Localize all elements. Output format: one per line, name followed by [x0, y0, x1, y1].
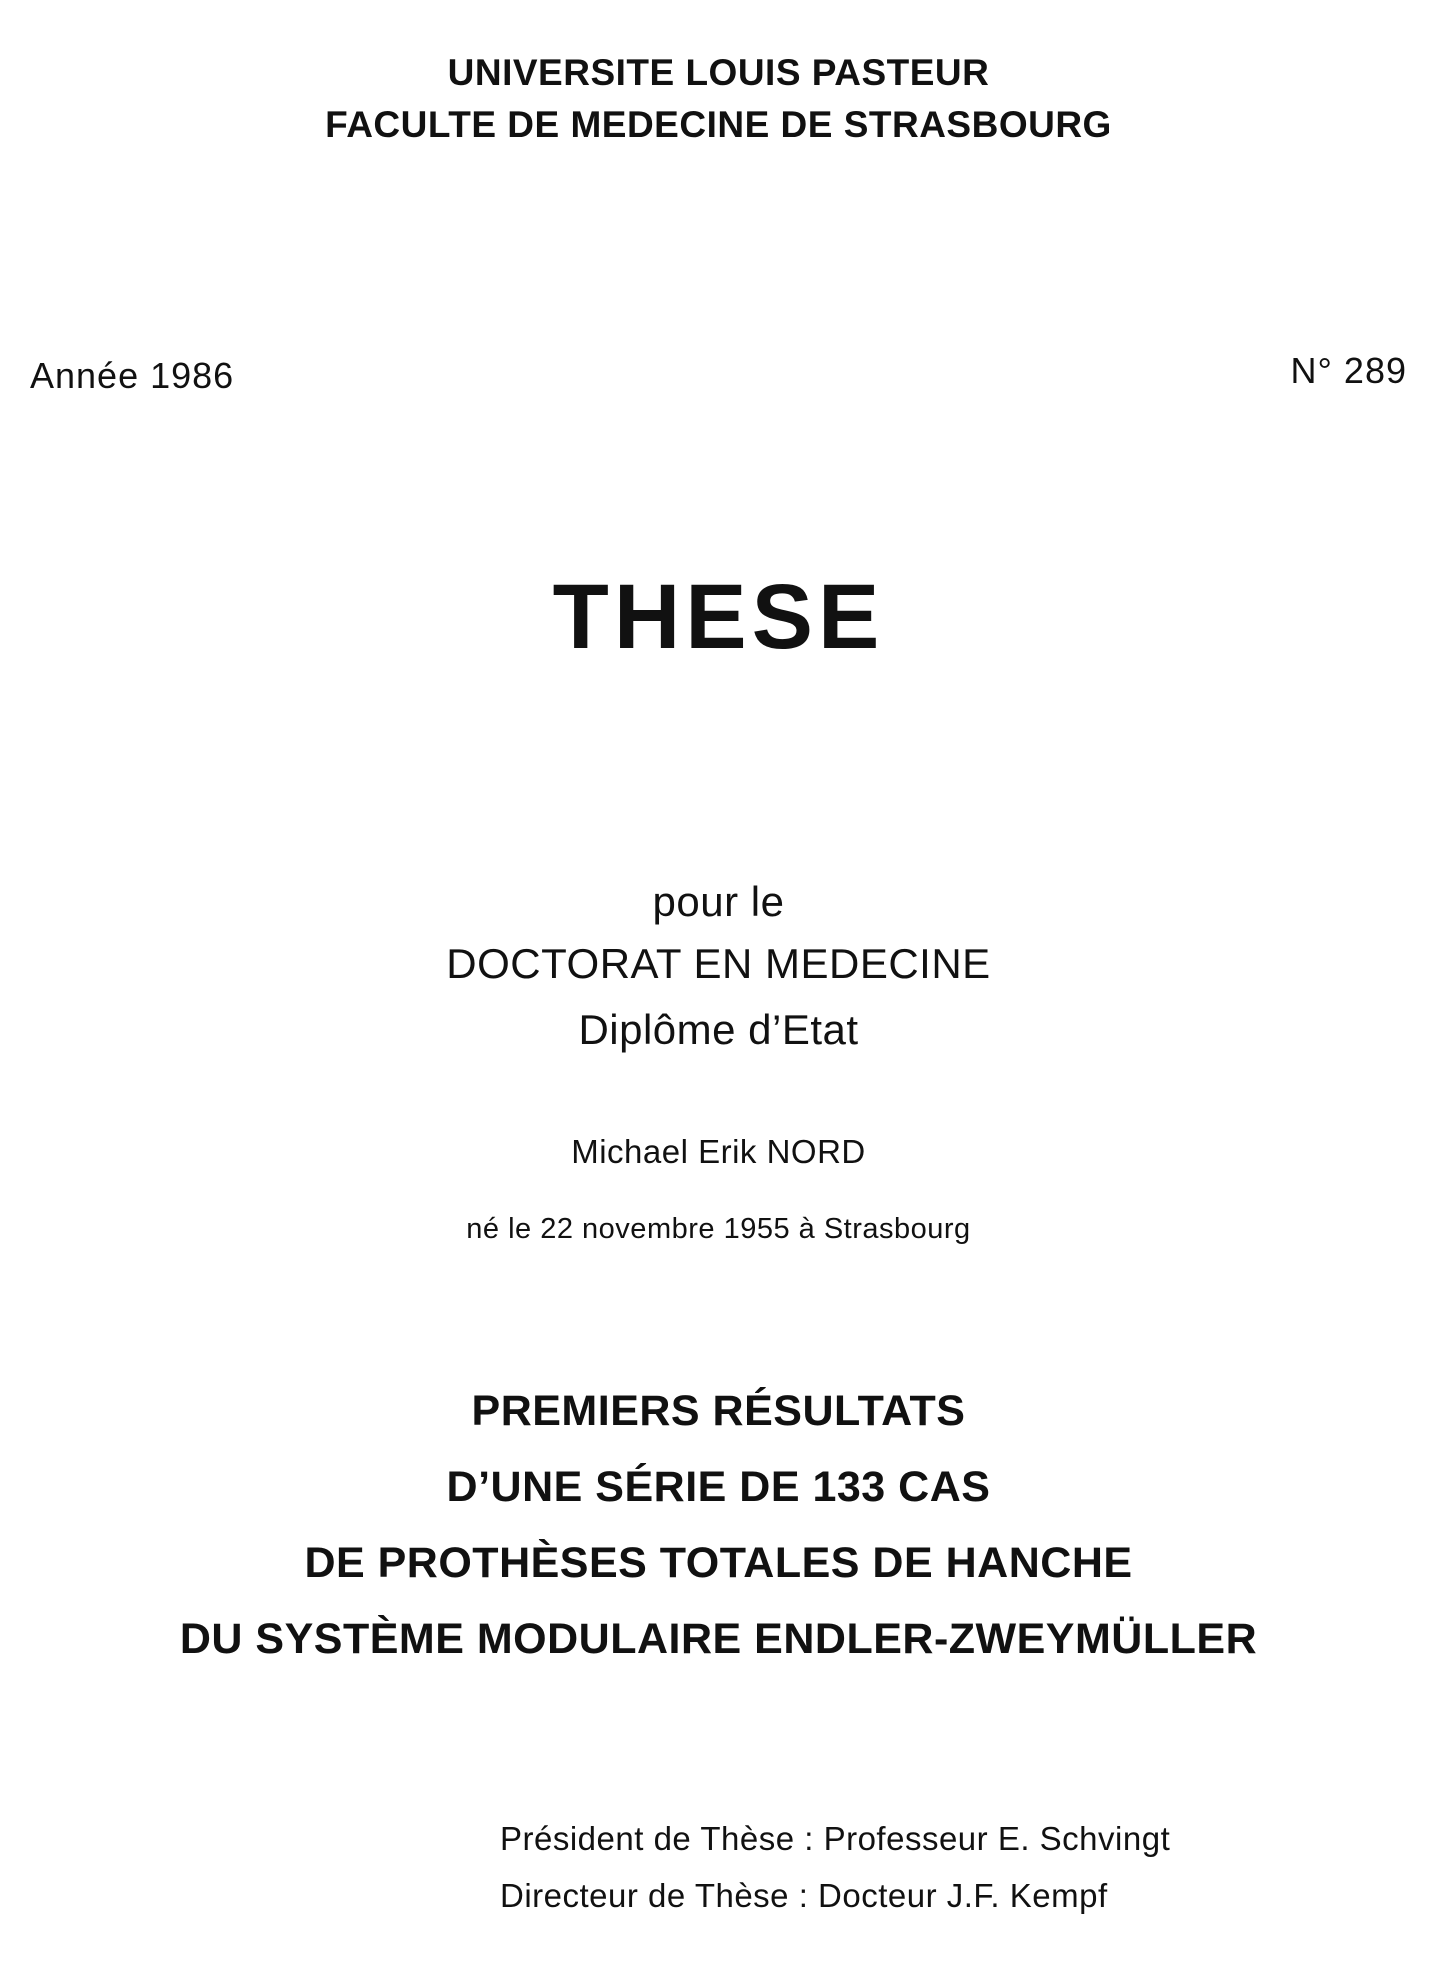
document-title: THESE [552, 566, 885, 668]
jury-president: Président de Thèse : Professeur E. Schvingt [500, 1820, 1171, 1857]
subject-line-4: DU SYSTÈME MODULAIRE ENDLER-ZWEYMÜLLER [179, 1615, 1258, 1663]
thesis-number: N° 289 [1290, 350, 1407, 391]
subject-line-1: PREMIERS RÉSULTATS [471, 1387, 966, 1435]
degree-line-3: Diplôme d’Etat [578, 1006, 859, 1053]
author-name: Michael Erik NORD [571, 1133, 866, 1170]
year-label: Année 1986 [30, 355, 235, 396]
degree-line-2: DOCTORAT EN MEDECINE [446, 940, 991, 987]
subject-line-3: DE PROTHÈSES TOTALES DE HANCHE [304, 1539, 1133, 1587]
degree-line-1: pour le [652, 878, 785, 925]
faculty-name: FACULTE DE MEDECINE DE STRASBOURG [325, 104, 1112, 145]
jury-director: Directeur de Thèse : Docteur J.F. Kempf [500, 1877, 1108, 1914]
author-birth: né le 22 novembre 1955 à Strasbourg [466, 1213, 971, 1245]
university-name: UNIVERSITE LOUIS PASTEUR [447, 52, 990, 93]
subject-line-2: D’UNE SÉRIE DE 133 CAS [446, 1463, 991, 1511]
